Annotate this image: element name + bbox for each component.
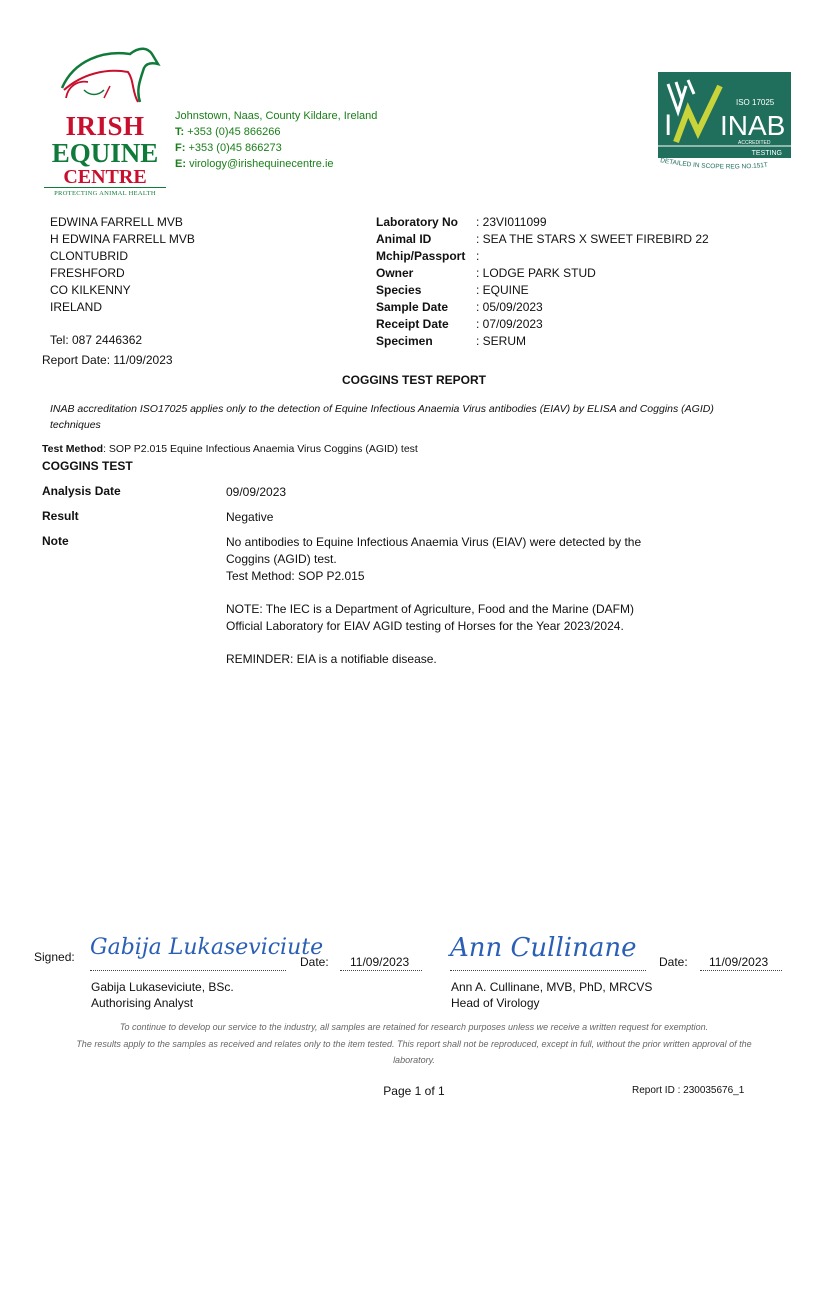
note-text [226,534,646,684]
inab-name: INAB [720,110,786,141]
telephone: +353 (0)45 866266 [187,126,281,138]
signature-line-right [450,970,646,971]
report-date: Report Date: 11/09/2023 [42,353,173,367]
page-number: Page 1 of 1 [383,1084,445,1098]
footer-retention-note: To continue to develop our service to the industry, all samples are retained for research purposes unless we receive a written request for exemption. [119,1022,709,1032]
test-method-label: Test Method [42,443,104,455]
note-method: Test Method: SOP P2.015 [226,569,365,583]
scope-label: DETAILED IN SCOPE REG NO.151T [659,157,769,171]
recipient-line: CO KILKENNY [50,283,131,297]
date-line-left [340,970,422,971]
sample-value: : LODGE PARK STUD [476,266,596,280]
recipient-address [50,214,195,349]
logo-irish-text: IRISH [65,111,145,141]
fax: +353 (0)45 866273 [188,142,282,154]
result-value: Negative [226,510,274,524]
analysis-date-label: Analysis Date [42,484,121,498]
horse-logo-icon [44,40,166,112]
signatory-right [451,979,652,1011]
recipient-line: FRESHFORD [50,266,125,280]
signatory-name: Gabija Lukaseviciute, BSc. [91,980,234,994]
sample-row [376,299,709,316]
iso-label: ISO 17025 [736,98,775,107]
fax-label: F: [175,142,186,154]
sample-value: : [476,249,480,263]
svg-text:I: I [664,109,673,142]
date-label-right: Date: [659,955,688,969]
sample-details [376,214,709,350]
inab-accreditation-logo [658,72,791,172]
sample-row [376,265,709,282]
logo-tagline: PROTECTING ANIMAL HEALTH [44,187,166,197]
signature-line-left [90,970,286,971]
report-title: COGGINS TEST REPORT [341,373,486,387]
sample-label: Laboratory No [376,215,459,229]
footer-disclaimer: The results apply to the samples as received and relates only to the item tested. This report shall not be reproduced, except in full, without the prior written approval of the laboratory. [76,1039,752,1065]
test-method [42,443,418,455]
date-label-left: Date: [300,955,329,969]
date-value-left: 11/09/2023 [350,955,410,969]
address: Johnstown, Naas, County Kildare, Ireland [175,110,378,122]
signed-label: Signed: [34,950,75,964]
recipient-line: EDWINA FARRELL MVB [50,215,183,229]
recipient-tel: Tel: 087 2446362 [50,333,143,347]
sample-label: Sample Date [376,300,449,314]
signatory-left [91,979,234,1011]
sample-label: Specimen [376,334,433,348]
sample-label: Owner [376,266,414,280]
email-link[interactable]: virology@irishequinecentre.ie [189,158,334,170]
note-paragraph: No antibodies to Equine Infectious Anaemia Virus (EIAV) were detected by the Coggins (AGID) test. [226,535,642,566]
tel-label: T: [175,126,185,138]
signatory-name: Ann A. Cullinane, MVB, PhD, MRCVS [451,980,653,994]
sample-row [376,282,709,299]
signature-gabija-text: Gabija Lukaseviciute [90,935,324,960]
testing-label: TESTING [751,150,782,157]
sample-row [376,248,709,265]
svg-text:DETAILED IN SCOPE REG NO.151T [660,157,769,170]
irish-equine-centre-logo [44,40,166,205]
sample-value: : 07/09/2023 [476,317,543,331]
email-label: E: [175,158,186,170]
recipient-line: IRELAND [50,300,103,314]
section-title: COGGINS TEST [42,459,133,473]
sample-label: Animal ID [376,232,432,246]
signatory-role: Authorising Analyst [91,996,194,1010]
analysis-date-value: 09/09/2023 [226,485,287,499]
recipient-line: CLONTUBRID [50,249,129,263]
logo-centre-text: CENTRE [63,166,147,188]
sample-label: Receipt Date [376,317,449,331]
logo-equine-text: EQUINE [51,138,159,168]
accredited-label: ACCREDITED [738,140,771,146]
contact-block [175,108,377,172]
sample-label: Mchip/Passport [376,249,466,263]
sample-row [376,316,709,333]
date-value-right: 11/09/2023 [709,955,769,969]
sample-row [376,231,709,248]
sample-value: : SERUM [476,334,527,348]
sample-value: : EQUINE [476,283,529,297]
report-id: Report ID : 230035676_1 [632,1085,745,1096]
result-label: Result [42,509,79,523]
sample-value: : 23VI011099 [476,215,547,229]
sample-label: Species [376,283,422,297]
accreditation-note: INAB accreditation ISO17025 applies only to the detection of Equine Infectious Anaemia Virus antibodies (EIAV) by ELISA and Coggins (AGID) techniques [50,403,714,431]
sample-row [376,333,709,350]
signature-ann [448,920,637,968]
note-label: Note [42,534,69,548]
sample-row [376,214,709,231]
date-line-right [700,970,782,971]
sample-value: : SEA THE STARS X SWEET FIREBIRD 22 [476,232,709,246]
signatory-role: Head of Virology [451,996,540,1010]
note-paragraph: NOTE: The IEC is a Department of Agriculture, Food and the Marine (DAFM) Official Laboratory for EIAV AGID testing of Horses for the Year 2023/2024. [226,602,634,633]
test-method-value: : SOP P2.015 Equine Infectious Anaemia Virus Coggins (AGID) test [103,443,418,455]
recipient-line: H EDWINA FARRELL MVB [50,232,195,246]
sample-value: : 05/09/2023 [476,300,543,314]
note-paragraph: REMINDER: EIA is a notifiable disease. [226,652,437,666]
signature-ann-text: Ann Cullinane [450,933,637,963]
